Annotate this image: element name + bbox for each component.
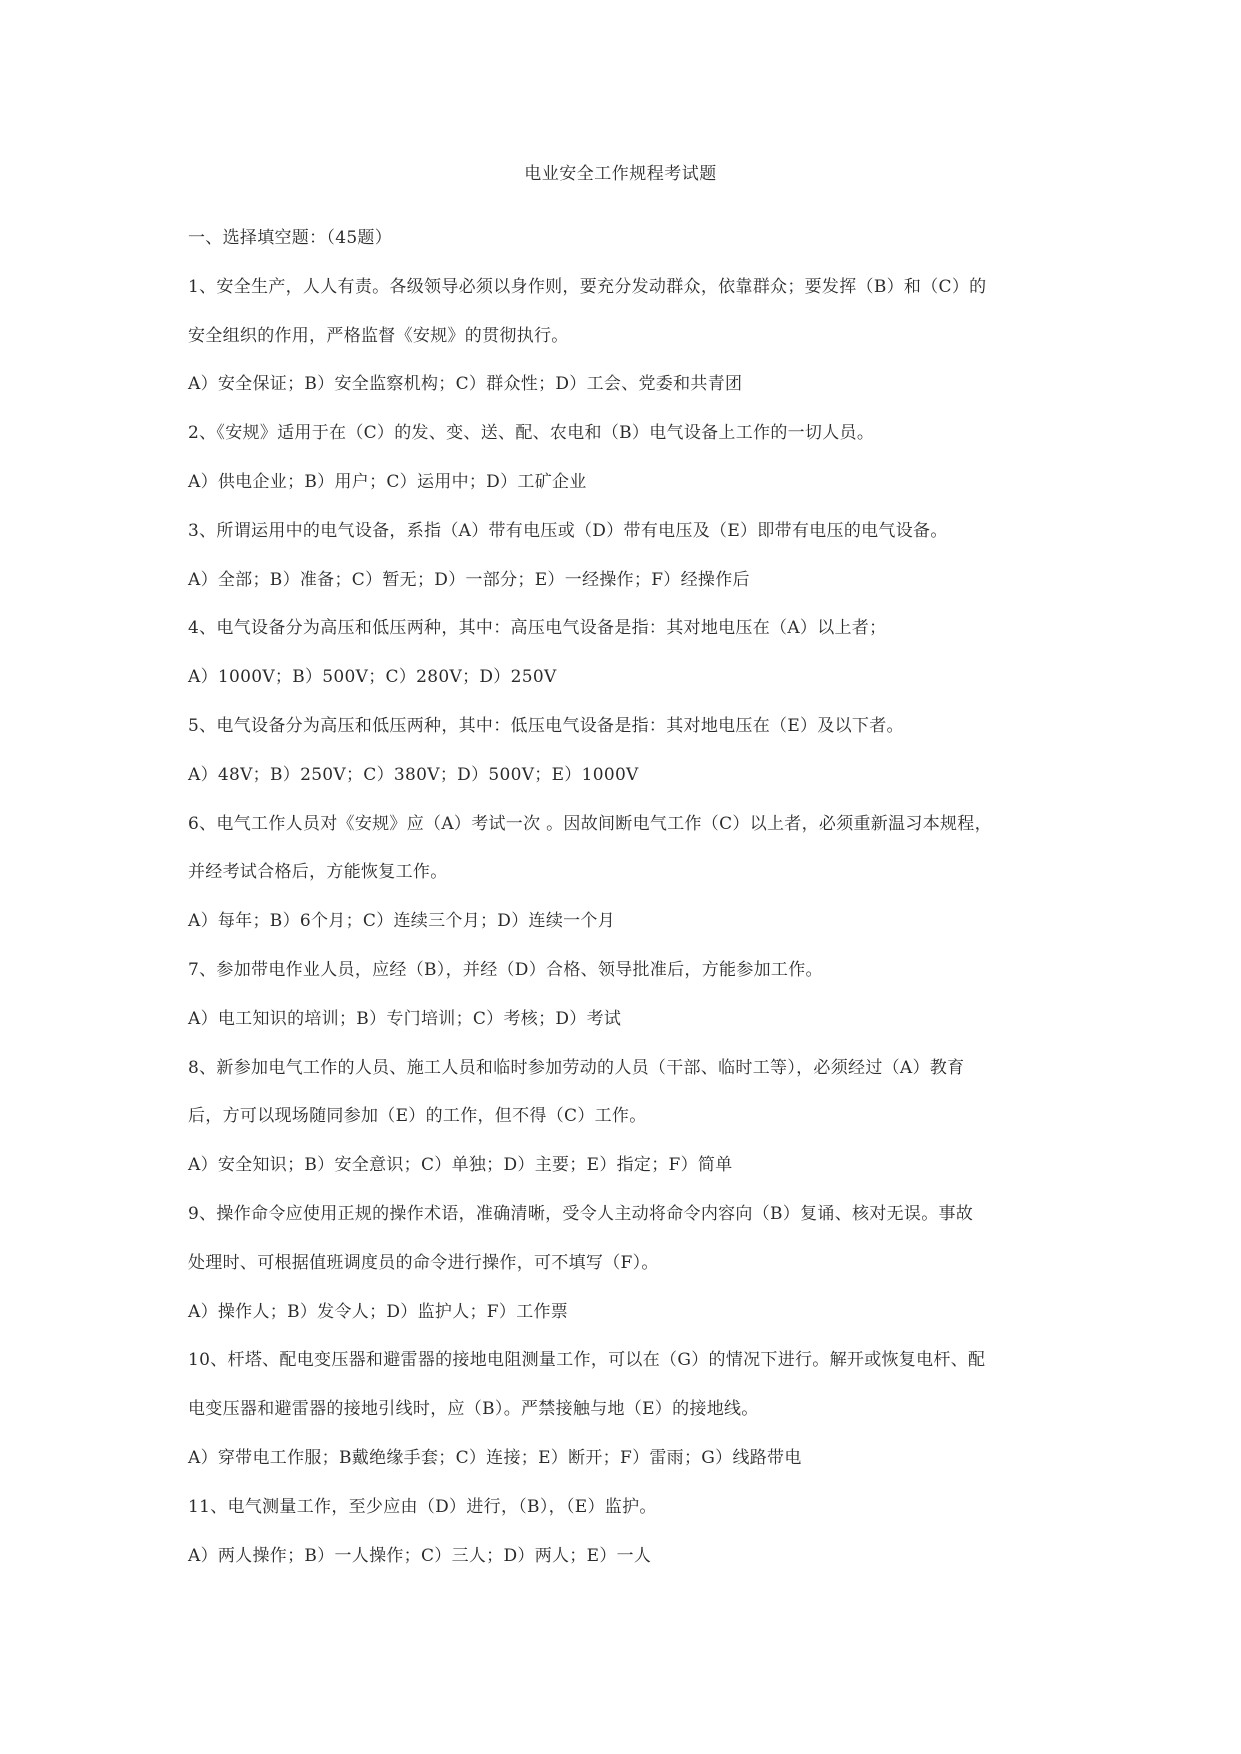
- question-9-line-1: 9、操作命令应使用正规的操作术语，准确清晰，受令人主动将命令内容向（B）复诵、核对无误。事故: [188, 1203, 974, 1224]
- question-8-line-2: 后，方可以现场随同参加（E）的工作，但不得（C）工作。: [188, 1106, 647, 1127]
- question-8-line-1: 8、新参加电气工作的人员、施工人员和临时参加劳动的人员（干部、临时工等），必须经过（A）教育: [188, 1057, 965, 1078]
- question-3: 3、所谓运用中的电气设备，系指（A）带有电压或（D）带有电压及（E）即带有电压的电气设备。: [188, 520, 948, 541]
- question-2-options: A）供电企业；B）用户；C）运用中；D）工矿企业: [188, 471, 587, 492]
- question-9-line-2: 处理时、可根据值班调度员的命令进行操作，可不填写（F）。: [188, 1252, 659, 1273]
- document-body: [188, 226, 1078, 1592]
- document-title: 电业安全工作规程考试题: [524, 164, 717, 184]
- question-2: 2、《安规》适用于在（C）的发、变、送、配、农电和（B）电气设备上工作的一切人员。: [188, 423, 875, 444]
- question-4: 4、电气设备分为高压和低压两种，其中：高压电气设备是指：其对地电压在（A）以上者；: [188, 618, 887, 639]
- question-4-options: A）1000V；B）500V；C）280V；D）250V: [188, 667, 557, 688]
- question-5-options: A）48V；B）250V；C）380V；D）500V；E）1000V: [188, 764, 639, 785]
- question-1-line-1: 1、安全生产，人人有责。各级领导必须以身作则，要充分发动群众，依靠群众；要发挥（B）和（C）的: [188, 276, 987, 297]
- question-1-options: A）安全保证；B）安全监察机构；C）群众性；D）工会、党委和共青团: [188, 374, 743, 395]
- question-8-options: A）安全知识；B）安全意识；C）单独；D）主要；E）指定；F）简单: [188, 1155, 733, 1176]
- question-6-options: A）每年；B）6个月；C）连续三个月；D）连续一个月: [188, 911, 616, 932]
- question-6-line-2: 并经考试合格后，方能恢复工作。: [188, 862, 448, 883]
- question-7-options: A）电工知识的培训；B）专门培训；C）考核；D）考试: [188, 1008, 622, 1029]
- question-1-line-2: 安全组织的作用，严格监督《安规》的贯彻执行。: [188, 325, 569, 346]
- question-7: 7、参加带电作业人员，应经（B），并经（D）合格、领导批准后，方能参加工作。: [188, 959, 823, 980]
- question-10-line-1: 10、杆塔、配电变压器和避雷器的接地电阻测量工作，可以在（G）的情况下进行。解开或恢复电杆、配: [188, 1350, 986, 1371]
- section-heading: 一、选择填空题：（45题）: [188, 228, 393, 248]
- question-3-options: A）全部；B）准备；C）暂无；D）一部分；E）一经操作；F）经操作后: [188, 569, 750, 590]
- question-5: 5、电气设备分为高压和低压两种，其中：低压电气设备是指：其对地电压在（E）及以下者。: [188, 715, 904, 736]
- question-11: 11、电气测量工作，至少应由（D）进行，（B），（E）监护。: [188, 1496, 657, 1517]
- question-6-line-1: 6、电气工作人员对《安规》应（A）考试一次 。因故间断电气工作（C）以上者，必须重新温习本规程，: [188, 813, 992, 834]
- question-10-options: A）穿带电工作服；B戴绝缘手套；C）连接；E）断开；F）雷雨；G）线路带电: [188, 1447, 802, 1468]
- question-10-line-2: 电变压器和避雷器的接地引线时，应（B）。严禁接触与地（E）的接地线。: [188, 1399, 759, 1420]
- question-9-options: A）操作人；B）发令人；D）监护人；F）工作票: [188, 1301, 569, 1322]
- question-11-options: A）两人操作；B）一人操作；C）三人；D）两人；E）一人: [188, 1545, 652, 1566]
